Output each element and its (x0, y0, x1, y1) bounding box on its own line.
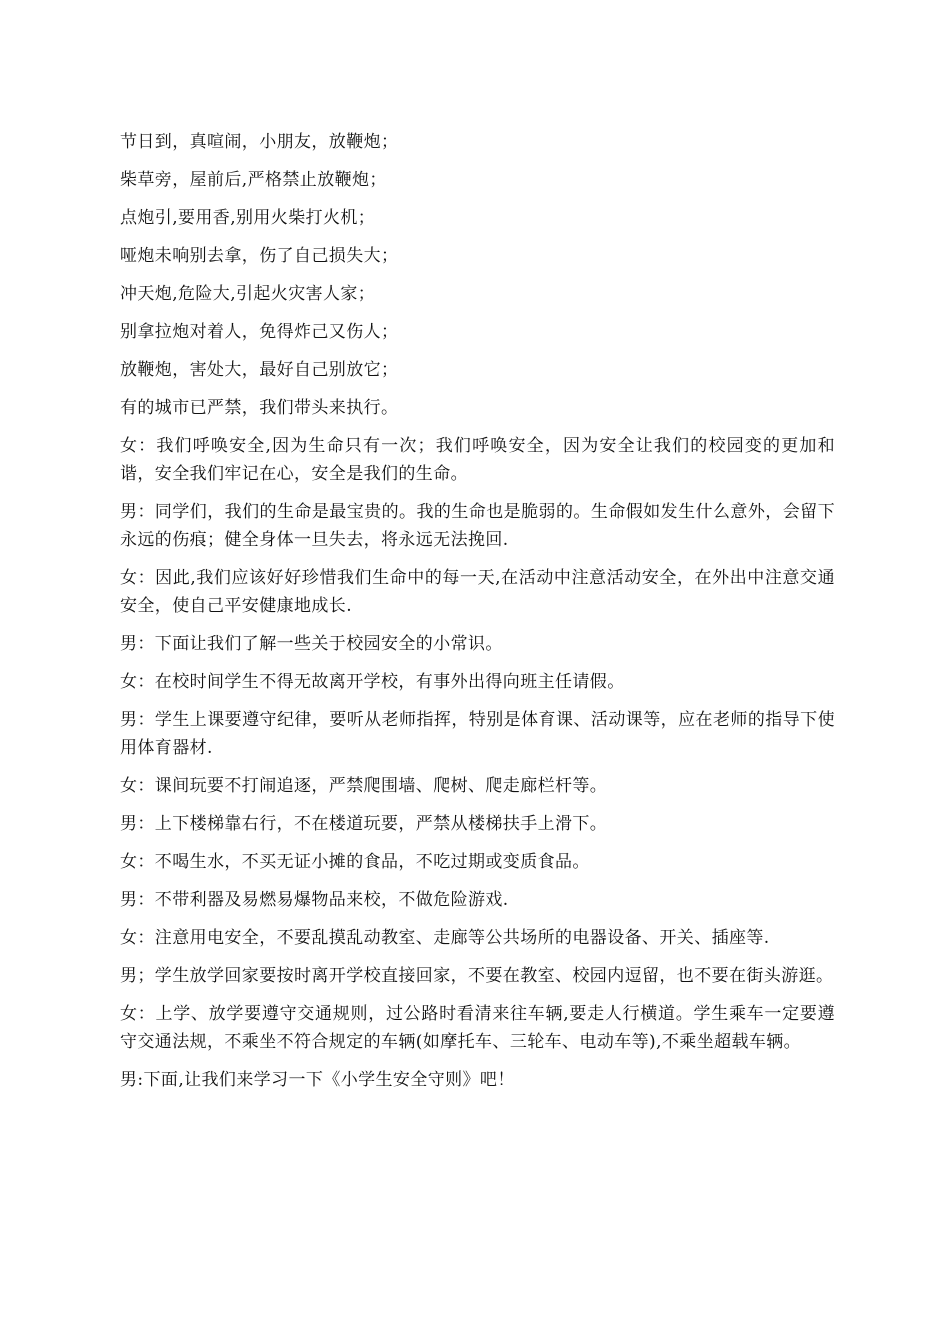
dialogue-paragraph: 女：在校时间学生不得无故离开学校，有事外出得向班主任请假。 (120, 672, 625, 692)
verse-line-8: 有的城市已严禁，我们带头来执行。 (120, 398, 399, 418)
dialogue-paragraph: 男：同学们，我们的生命是最宝贵的。我的生命也是脆弱的。生命假如发生什么意外，会留下永远的伤痕；健全身体一旦失去，将永远无法挽回. (120, 502, 835, 550)
dialogue-paragraph: 男：不带利器及易燃易爆物品来校，不做危险游戏. (120, 890, 509, 910)
dialogue-paragraph: 男:下面,让我们来学习一下《小学生安全守则》吧！ (120, 1070, 515, 1090)
dialogue-paragraph: 女：注意用电安全，不要乱摸乱动教室、走廊等公共场所的电器设备、开关、插座等. (120, 928, 770, 948)
dialogue-paragraph: 女：我们呼唤安全,因为生命只有一次；我们呼唤安全，因为安全让我们的校园变的更加和谐，安全我们牢记在心，安全是我们的生命。 (120, 436, 835, 484)
document-body (120, 128, 835, 1104)
dialogue-paragraph: 男：学生上课要遵守纪律，要听从老师指挥，特别是体育课、活动课等，应在老师的指导下使用体育器材. (120, 710, 835, 758)
verse-line-1: 节日到，真喧闹，小朋友，放鞭炮； (120, 132, 399, 152)
verse-line-3: 点炮引,要用香,别用火柴打火机； (120, 208, 376, 228)
verse-line-4: 哑炮未响别去拿，伤了自己损失大； (120, 246, 399, 266)
dialogue-paragraph: 女：上学、放学要遵守交通规则，过公路时看清来往车辆,要走人行横道。学生乘车一定要遵守交通法规，不乘坐不符合规定的车辆(如摩托车、三轮车、电动车等),不乘坐超载车辆。 (120, 1004, 835, 1052)
dialogue-paragraph: 男：下面让我们了解一些关于校园安全的小常识。 (120, 634, 503, 654)
verse-line-2: 柴草旁，屋前后,严格禁止放鞭炮； (120, 170, 387, 190)
dialogue-paragraph: 男；学生放学回家要按时离开学校直接回家，不要在教室、校园内逗留，也不要在街头游逛。 (120, 966, 834, 986)
dialogue-paragraph: 女：不喝生水，不买无证小摊的食品，不吃过期或变质食品。 (120, 852, 590, 872)
verse-line-5: 冲天炮,危险大,引起火灾害人家； (120, 284, 376, 304)
verse-line-7: 放鞭炮，害处大，最好自己别放它； (120, 360, 399, 380)
dialogue-paragraph: 男：上下楼梯靠右行，不在楼道玩要，严禁从楼梯扶手上滑下。 (120, 814, 608, 834)
dialogue-paragraph: 女：因此,我们应该好好珍惜我们生命中的每一天,在活动中注意活动安全，在外出中注意交通安全，使自己平安健康地成长. (120, 568, 835, 616)
dialogue-paragraph: 女：课间玩要不打闹追逐，严禁爬围墙、爬树、爬走廊栏杆等。 (120, 776, 608, 796)
verse-line-6: 别拿拉炮对着人，免得炸己又伤人； (120, 322, 399, 342)
